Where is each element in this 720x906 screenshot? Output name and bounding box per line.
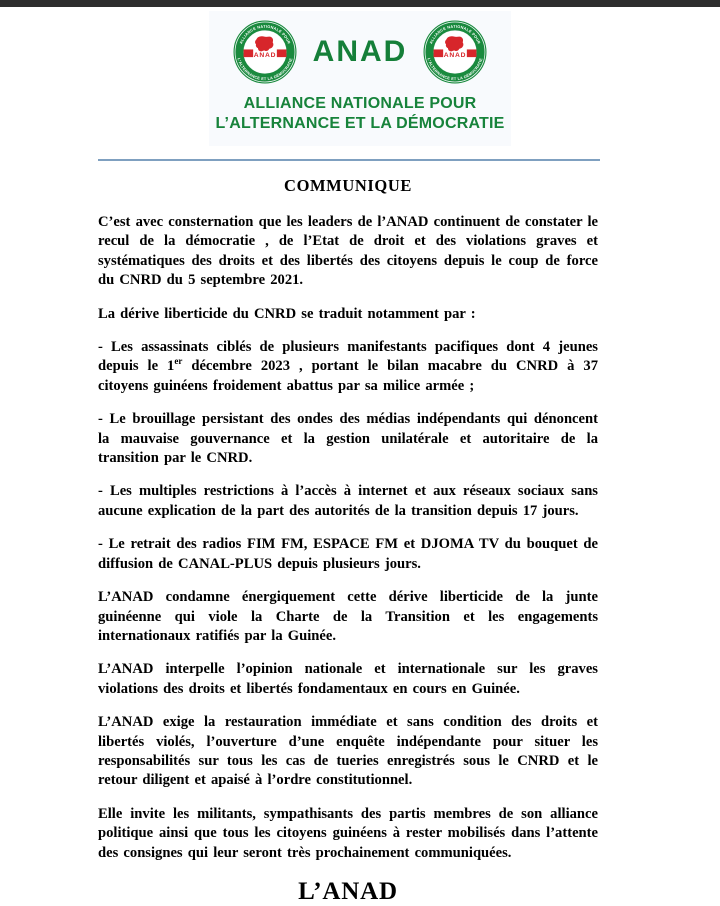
paragraph-4: - Le brouillage persistant des ondes des médias indépendants qui dénoncent la mauvaise gouvernance et la gestion unilatérale et autoritaire de la transition par le CNRD. bbox=[98, 411, 598, 467]
brand-wordmark: ANAD bbox=[312, 35, 408, 68]
logo-row bbox=[213, 20, 507, 84]
seal-red-bar-left bbox=[243, 49, 253, 57]
paragraph-3 bbox=[98, 338, 598, 396]
paragraph-2: La dérive liberticide du CNRD se traduit notamment par : bbox=[98, 305, 476, 322]
org-name-line1: ALLIANCE NATIONALE POUR bbox=[243, 95, 477, 112]
seal-ring-text-bottom: L’ALTERNANCE ET LA DÉMOCRATIE bbox=[426, 57, 484, 82]
anad-seal-logo-right bbox=[423, 20, 487, 84]
paragraph-3-after: décembre 2023 , portant le bilan macabre du CNRD à 37 citoyens guinéens froidement abattus par sa milice armée ; bbox=[98, 358, 598, 394]
communique-body bbox=[98, 161, 598, 906]
paragraph-6: - Le retrait des radios FIM FM, ESPACE FM et DJOMA TV du bouquet de diffusion de CANAL-PLUS depuis plusieurs jours. bbox=[98, 536, 598, 572]
paragraph-9: L’ANAD exige la restauration immédiate et sans condition des droits et libertés violés, l’ouverture d’une enquête indépendante pour situer les responsabilités sur tous les cas de tueries enregistrés sous le CNRD et le retour diligent et apaisé à l’ordre constitutionnel. bbox=[98, 714, 598, 789]
seal-ring-text-bottom: L’ALTERNANCE ET LA DÉMOCRATIE bbox=[236, 57, 294, 82]
paragraph-8: L’ANAD interpelle l’opinion nationale et internationale sur les graves violations des droits et libertés fondamentaux en cours en Guinée. bbox=[98, 661, 598, 697]
anad-seal-logo-left bbox=[233, 20, 297, 84]
document-title: COMMUNIQUE bbox=[284, 176, 412, 195]
org-name-line2: L’ALTERNANCE ET LA DÉMOCRATIE bbox=[215, 115, 505, 132]
seal-label: ANAD bbox=[253, 52, 276, 60]
paragraph-10: Elle invite les militants, sympathisants des partis membres de son alliance politique ainsi que tous les citoyens guinéens à rester mobilisés dans l’attente des consignes qui leur seront très prochainement communiquées. bbox=[98, 805, 598, 861]
seal-ring-text-top: ALLIANCE NATIONALE POUR bbox=[429, 24, 482, 45]
paragraph-1: C’est avec consternation que les leaders de l’ANAD continuent de constater le recul de la démocratie , de l’Etat de droit et des violations graves et systématiques des droits et des libertés des citoyens depuis le coup de force du CNRD du 5 septembre 2021. bbox=[98, 214, 598, 289]
paragraph-5: - Les multiples restrictions à l’accès à internet et aux réseaux sociaux sans aucune explication de la part des autorités de la transition depuis 17 jours. bbox=[98, 483, 598, 519]
signature: L’ANAD bbox=[298, 877, 398, 905]
seal-red-bar-right bbox=[467, 49, 477, 57]
seal-red-bar-left bbox=[434, 49, 444, 57]
seal-label: ANAD bbox=[444, 52, 467, 60]
paragraph-7: L’ANAD condamne énergiquement cette dérive liberticide de la junte guinéenne qui viole la Charte de la Transition et les engagements internationaux ratifiés par la Guinée. bbox=[98, 589, 598, 644]
top-bar bbox=[0, 0, 720, 7]
letterhead bbox=[209, 11, 511, 146]
org-name bbox=[213, 94, 507, 134]
seal-red-bar-right bbox=[276, 49, 286, 57]
paragraph-3-superscript: er bbox=[174, 356, 183, 367]
seal-ring-text-top: ALLIANCE NATIONALE POUR bbox=[238, 24, 291, 45]
paragraph-3-before: - Les assassinats ciblés de plusieurs manifestants pacifiques dont 4 jeunes depuis le 1 bbox=[98, 339, 598, 375]
